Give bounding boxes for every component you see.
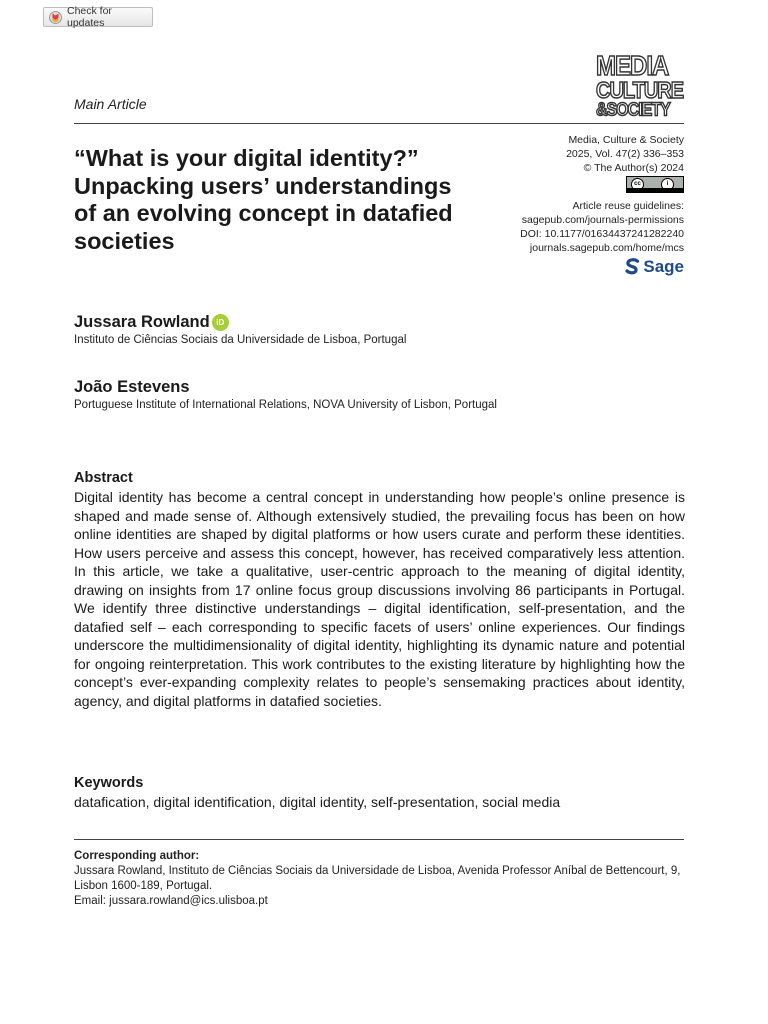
corresponding-author [74,849,684,909]
copyright: © The Author(s) 2024 [583,162,684,174]
author-block-1 [74,313,406,346]
header-divider [74,123,684,124]
cc-by-license-icon[interactable] [626,176,684,193]
journal-meta [474,133,684,280]
keywords-text: datafication, digital identification, digital identity, self-presentation, social media [74,794,561,810]
reuse-label: Article reuse guidelines: [572,200,684,212]
footer-divider [74,839,684,840]
sage-s-icon [625,258,640,276]
journal-logo-line2: CULTURE [596,78,684,104]
sage-wordmark: Sage [643,257,684,276]
author-name: Jussara Rowland [74,313,210,331]
check-for-updates-label: Check for updates [67,5,112,29]
orcid-icon[interactable]: iD [212,314,229,331]
journal-logo [596,50,684,121]
cc-bar [627,188,683,192]
journal-logo-line1: MEDIA [596,50,669,82]
corresponding-heading: Corresponding author: [74,850,200,862]
cc-circle: cc [631,178,644,191]
author-affiliation: Portuguese Institute of International Relations, NOVA University of Lisbon, Portugal [74,399,497,411]
author-affiliation: Instituto de Ciências Sociais da Universidade de Lisboa, Portugal [74,334,407,346]
check-for-updates-button[interactable] [43,7,153,27]
article-type: Main Article [74,96,147,112]
journal-name: Media, Culture & Society [568,134,684,146]
crossmark-icon [49,11,62,24]
journal-volume: 2025, Vol. 47(2) 336–353 [566,148,684,160]
abstract-text: Digital identity has become a central concept in understanding how people’s online presence is shaped and made sense of. Although extensively studied, the prevailing focus has been on how online identities are shaped by digital platforms or how users curate and perform these identities. How users perceive and assess this concept, however, has received comparatively less attention. In this article, we take a qualitative, user-centric approach to the meaning of digital identity, drawing on insights from 17 online focus group discussions involving 86 participants in Portugal. We identify three distinctive understandings – digital identification, self-presentation, and the datafied self – each corresponding to specific facets of users’ online experiences. Our findings underscore the multidimensionality of digital identity, highlighting its dynamic nature and potential for ongoing reinterpretation. This work contributes to the existing literature by highlighting how the concept’s ever-expanding complexity relates to people’s sensemaking practices about identity, agency, and digital platforms in datafied societies. [74,489,685,709]
author-block-2 [74,378,497,411]
by-circle: i [661,178,674,191]
keywords-heading: Keywords [74,775,144,791]
abstract-heading: Abstract [74,470,133,486]
journal-logo-line3: &SOCIETY [596,100,670,121]
author-name: João Estevens [74,378,190,396]
corresponding-address: Jussara Rowland, Instituto de Ciências Sociais da Universidade de Lisboa, Avenida Professor Aníbal de Bettencourt, 9, Lisbon 1600-189, Portugal. [74,865,681,892]
article-title: “What is your digital identity?” Unpacking users’ understandings of an evolving concept in datafied societies [74,145,453,254]
reuse-link[interactable]: sagepub.com/journals-permissions [521,214,684,226]
sage-logo [625,258,684,276]
journal-url[interactable]: journals.sagepub.com/home/mcs [529,242,684,254]
doi[interactable]: DOI: 10.1177/01634437241282240 [520,228,684,240]
corresponding-email[interactable]: Email: jussara.rowland@ics.ulisboa.pt [74,895,268,907]
